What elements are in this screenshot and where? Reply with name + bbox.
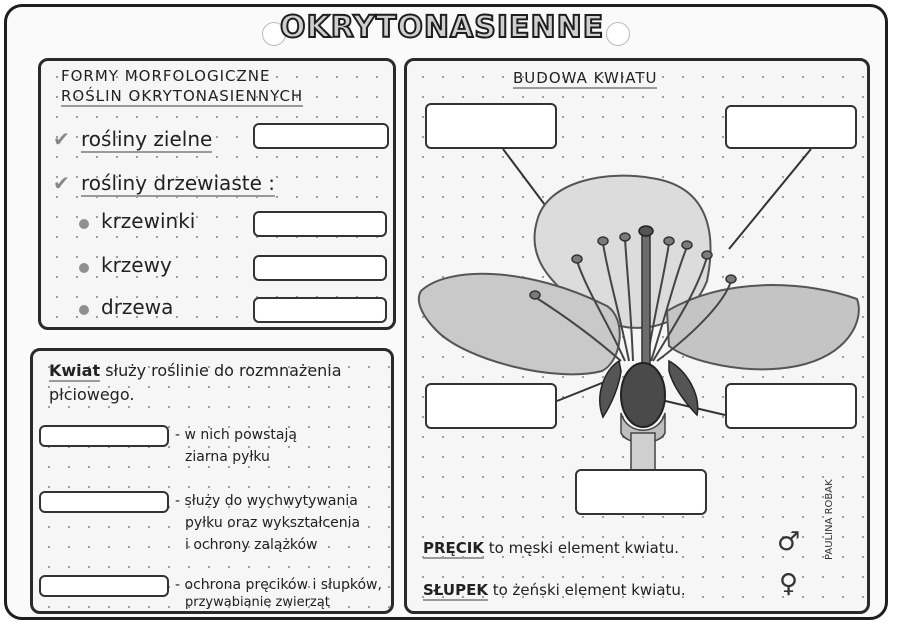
shrubs-label: krzewy — [101, 253, 172, 277]
shrubs-answer-box[interactable] — [253, 255, 387, 281]
flower-structure-heading: BUDOWA KWIATU — [513, 69, 658, 87]
bullet-icon — [79, 219, 89, 229]
checkmark-icon: ✔ — [53, 171, 70, 195]
woody-label: rośliny drzewiaste : — [81, 171, 275, 195]
author-signature: PAULINA ROBAK — [824, 479, 835, 560]
receptacle-label-box[interactable] — [575, 469, 707, 515]
dwarf-shrubs-answer-box[interactable] — [253, 211, 387, 237]
pistil-word: SŁUPEK — [423, 581, 488, 599]
flower-function-panel — [30, 348, 394, 614]
anther-answer-box[interactable] — [39, 425, 169, 447]
petal-answer-box[interactable] — [39, 575, 169, 597]
stigma-answer-box[interactable] — [39, 491, 169, 513]
morphological-forms-panel — [38, 58, 396, 330]
petal-label-box[interactable] — [425, 103, 557, 149]
stigma-desc-line2: pyłku oraz wykształcenia — [185, 515, 361, 531]
stigma-desc-line1: - służy do wychwytywania — [175, 493, 358, 509]
female-symbol-icon: ♀ — [779, 569, 799, 599]
bullet-icon — [79, 305, 89, 315]
anther-label-box[interactable] — [725, 105, 857, 149]
male-symbol-icon: ♂ — [777, 527, 801, 557]
stamen-word: PRĘCIK — [423, 539, 485, 557]
sepal-label-box[interactable] — [425, 383, 557, 429]
flower-intro-rest: służy roślinie do rozmnażenia — [105, 361, 342, 380]
flower-intro-line2: płciowego. — [49, 385, 135, 404]
pistil-text: to żeński element kwiatu. — [492, 581, 686, 599]
forms-heading-line1: FORMY MORFOLOGICZNE — [61, 67, 271, 85]
stamen-text: to męski element kwiatu. — [488, 539, 679, 557]
dwarf-shrubs-label: krzewinki — [101, 209, 196, 233]
trees-label: drzewa — [101, 295, 174, 319]
herbaceous-label: rośliny zielne — [81, 127, 213, 151]
anther-desc-line1: - w nich powstają — [175, 427, 297, 443]
petal-desc-line2: przywabianie zwierząt — [185, 595, 330, 610]
ovary-label-box[interactable] — [725, 383, 857, 429]
flower-structure-panel — [404, 58, 870, 614]
page-title: OKRYTONASIENNE — [280, 10, 605, 45]
bullet-icon — [79, 263, 89, 273]
binder-hole-right — [606, 22, 630, 46]
trees-answer-box[interactable] — [253, 297, 387, 323]
pistil-sentence — [423, 581, 686, 599]
forms-heading-line2: ROŚLIN OKRYTONASIENNYCH — [61, 87, 304, 105]
petal-desc-line1: - ochrona pręcików i słupków, — [175, 577, 382, 593]
stigma-desc-line3: i ochrony zalążków — [185, 537, 318, 553]
anther-desc-line2: ziarna pyłku — [185, 449, 270, 465]
checkmark-icon: ✔ — [53, 127, 70, 151]
flower-intro — [49, 361, 342, 380]
flower-word: Kwiat — [49, 361, 101, 380]
herbaceous-answer-box[interactable] — [253, 123, 389, 149]
stamen-sentence — [423, 539, 679, 557]
